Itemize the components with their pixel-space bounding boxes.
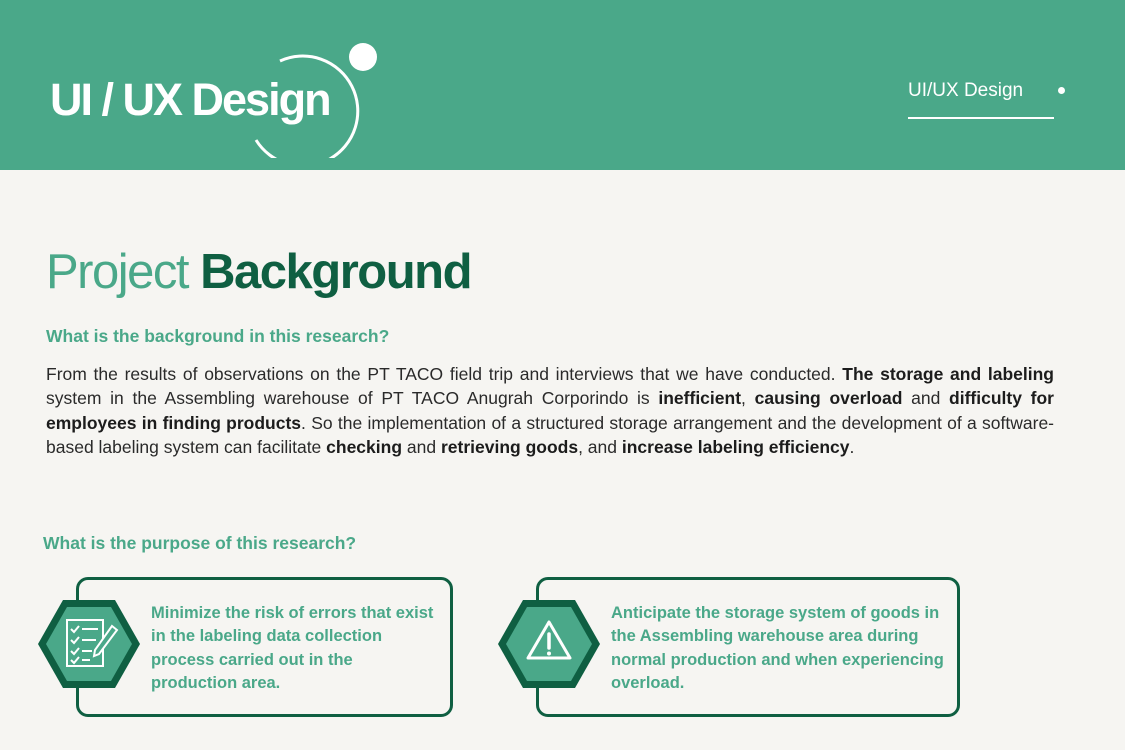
paragraph-text: , and [578, 436, 622, 457]
nav-underline [908, 117, 1054, 119]
paragraph-text: , [741, 388, 755, 409]
nav-item-uiux-design[interactable] [908, 80, 1054, 120]
purpose-question: What is the purpose of this research? [43, 533, 357, 553]
warning-icon [496, 598, 602, 690]
logo [48, 38, 388, 158]
header [0, 0, 1125, 170]
background-paragraph [46, 362, 1054, 459]
page-title [46, 244, 471, 300]
paragraph-emphasis: difficulty for employees in finding products [46, 388, 1054, 433]
page-title-light: Project [46, 245, 189, 299]
purpose-card-text: Anticipate the storage system of goods in the Assembling warehouse area during normal production and when experiencing overload. [611, 604, 944, 692]
paragraph-text: and [402, 436, 441, 457]
paragraph-text: From the results of observations on the PT TACO field trip and interviews that we have conducted. [46, 364, 843, 384]
paragraph-emphasis: checking [326, 436, 403, 457]
nav-link-label[interactable]: UI/UX Design [908, 80, 1024, 101]
paragraph-emphasis: The storage and labeling [842, 364, 1054, 384]
purpose-card-text: Minimize the risk of errors that exist in the labeling data collection process carried out in the production area. [151, 604, 434, 692]
nav-dot-icon [1058, 87, 1065, 94]
paragraph-emphasis: causing overload [754, 388, 903, 409]
paragraph-emphasis: retrieving goods [440, 436, 579, 457]
paragraph-emphasis: increase labeling efficiency [621, 436, 850, 457]
paragraph-text: and [902, 388, 950, 409]
paragraph-text: . So the implementation of a structured storage arrangement and the development of a software-based labeling system can facilitate [46, 412, 1055, 457]
paragraph-text: system in the Assembling warehouse of PT TACO Anugrah Corporindo is [46, 388, 659, 409]
background-question: What is the background in this research? [46, 326, 390, 346]
page-title-bold: Background [200, 245, 472, 299]
paragraph-text: . [849, 436, 855, 457]
checklist-icon [36, 598, 142, 690]
paragraph-emphasis: inefficient [658, 388, 742, 409]
logo-text: UI / UX Design [50, 74, 330, 125]
